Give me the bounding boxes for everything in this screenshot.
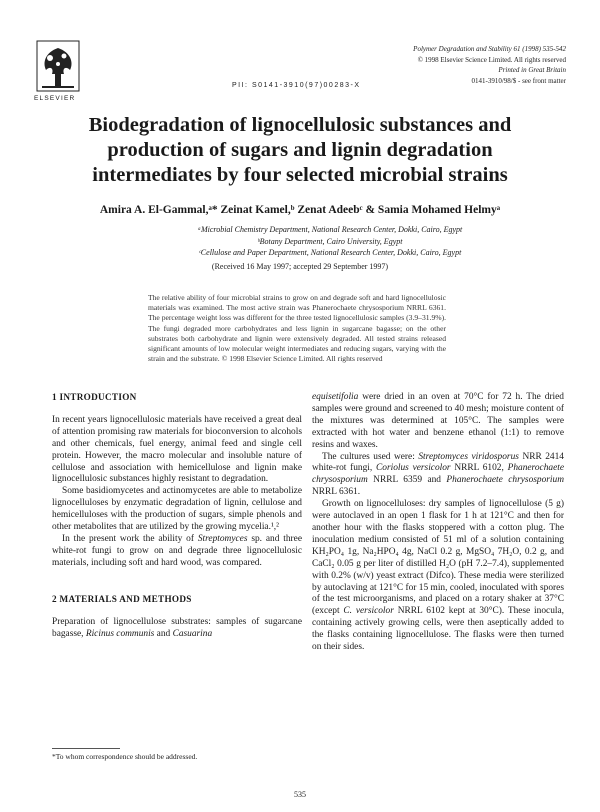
- affiliation: ᵃMicrobial Chemistry Department, National Research Center, Dokki, Cairo, Egypt: [197, 225, 463, 234]
- page-number: 535: [294, 790, 306, 799]
- elsevier-logo: [36, 40, 80, 92]
- received-dates: (Received 16 May 1997; accepted 29 September 1997): [211, 262, 389, 271]
- species-name: C. versicolor: [343, 606, 394, 617]
- paragraph: [312, 392, 564, 452]
- text-run: Growth on lignocelluloses: dry samples of lignocellulose (5 g) were autoclaved in an open 1 flask for 1 h at 121°C and then for another hour with the flasks stoppered with a cotton plug. The inoculation medium consisted of 51 ml of a solution containing KH₂PO₄ 1g, Na₂HPO₄ 4g, NaCl 0.2 g, MgSO₄ 7H₂O, 0.2 g, and CaCl₂ 0.05 g per liter of distilled H₂O (pH 7.2–7.4), supplemented with 0.2% (w/v) yeast extract (Difco). These media were sterilized by autoclaving at 121°C for 15 min, cooled, inoculated with spores of the test microorganisms, and placed on a rotary shaker at 37°C (except: [312, 499, 564, 617]
- footnote-divider: [52, 748, 120, 749]
- text-run: NRR 2414 white-rot fungi,: [312, 451, 564, 474]
- printed-line: Printed in Great Britain: [498, 66, 566, 74]
- section-heading-introduction: 1 INTRODUCTION: [52, 392, 137, 402]
- text-run: The cultures used were:: [322, 451, 419, 462]
- species-name: Phanerochaete chrysosporium: [446, 475, 564, 486]
- paragraph: [52, 617, 302, 641]
- text-run: sp. and three white-rot fungi to grow on and degrade three lignocellulosic materials, including soft and hard wood, was compared.: [52, 533, 302, 568]
- affiliations: [40, 224, 560, 259]
- section-heading-methods: 2 MATERIALS AND METHODS: [52, 593, 192, 604]
- title-line: intermediates by four selected microbial strains: [92, 164, 508, 186]
- text-run: NRRL 6102,: [450, 463, 508, 474]
- paragraph: [52, 534, 302, 570]
- journal-citation: Polymer Degradation and Stability 61 (1998) 535-542: [413, 45, 566, 53]
- species-name: Ricinus communis: [85, 628, 155, 639]
- article-title: [40, 113, 560, 188]
- journal-info: [326, 44, 566, 86]
- species-name: Coriolus versicolor: [376, 463, 451, 474]
- copyright-line: © 1998 Elsevier Science Limited. All rights reserved: [417, 55, 566, 64]
- publisher-name: ELSEVIER: [34, 95, 76, 102]
- author-list: Amira A. El-Gammal,ᵃ* Zeinat Kamel,ᵇ Zenat Adeebᶜ & Samia Mohamed Helmyᵃ: [99, 204, 501, 216]
- text-run: NRRL 6361.: [312, 487, 361, 498]
- text-run: and: [154, 628, 173, 639]
- affiliation: ᵇBotany Department, Cairo University, Egypt: [257, 236, 403, 246]
- species-name: equisetifolia: [312, 392, 359, 402]
- species-name: Streptomyces: [197, 533, 248, 544]
- paragraph: In recent years lignocellulosic materials have received a great deal of attention promising raw materials for bioconversion to alcohols and other chemicals, fuel energy, animal feed and single cell protein. However, the macro molecular and insoluble nature of cellulose and association with hemicellulose and lignin make lignocellulosic substances highly resistant to degradation.: [52, 414, 302, 485]
- species-name: Casuarina: [172, 628, 213, 639]
- title-line: Biodegradation of lignocellulosic substances and: [88, 114, 512, 136]
- text-run: NRRL 6359 and: [367, 475, 447, 486]
- abstract: The relative ability of four microbial strains to grow on and degrade soft and hard lignocellulosic materials was examined. The most active strain was Phanerochaete chrysosporium NRRL 6361. The percentage weight loss was different for the three tested lignocellulosic samples (3.9–31.9%). The fungi degraded more carbohydrates and less lignin in sugarcane bagasse; on the other substrates both carbohydrate and lignin were extensively degraded. All tested strains released significant amounts of low molecular weight intermediates and reducing sugars, varying with the strain and the substrate. © 1998 Elsevier Science Limited. All rights reserved: [148, 293, 446, 364]
- species-name: Phanerochaete chrysosporium: [312, 463, 564, 486]
- text-run: In the present work the ability of: [62, 533, 198, 544]
- paragraph: Some basidiomycetes and actinomycetes are able to metabolize lignocelluloses by enzymatic degradation of lignin, cellulose and hemicelluloses with the production of sugars, simple phenols and other metabolites that are utilized by the growing mycelia.¹,²: [52, 486, 302, 533]
- right-column: [312, 392, 564, 654]
- paragraph: [312, 499, 564, 654]
- corresponding-footnote: *To whom correspondence should be addressed.: [52, 752, 198, 761]
- text-run: NRRL 6102 kept at 30°C). These inocula, containing actively growing cells, were then aseptically added to the flasks containing lignocellulose. The flasks were then turned on their sides.: [312, 606, 564, 653]
- left-column: [52, 392, 302, 640]
- paragraph: [312, 452, 564, 500]
- text-run: Preparation of lignocellulose substrates: samples of sugarcane bagasse,: [52, 616, 302, 639]
- title-line: production of sugars and lignin degradation: [107, 139, 493, 161]
- affiliation: ᶜCellulose and Paper Department, National Research Center, Dokki, Cairo, Egypt: [198, 248, 462, 257]
- issn-line: 0141-3910/98/$ - see front matter: [471, 76, 566, 85]
- pii-code: PII: S0141-3910(97)00283-X: [232, 82, 361, 89]
- species-name: Streptomyces viridosporus: [418, 451, 519, 462]
- text-run: were dried in an oven at 70°C for 72 h. The dried samples were ground and screened to 40 mesh; moisture content of the mixtures was determined at 105°C. The samples were extracted with hot water and benzene ethanol (1:1) to remove resins and waxes.: [312, 392, 565, 450]
